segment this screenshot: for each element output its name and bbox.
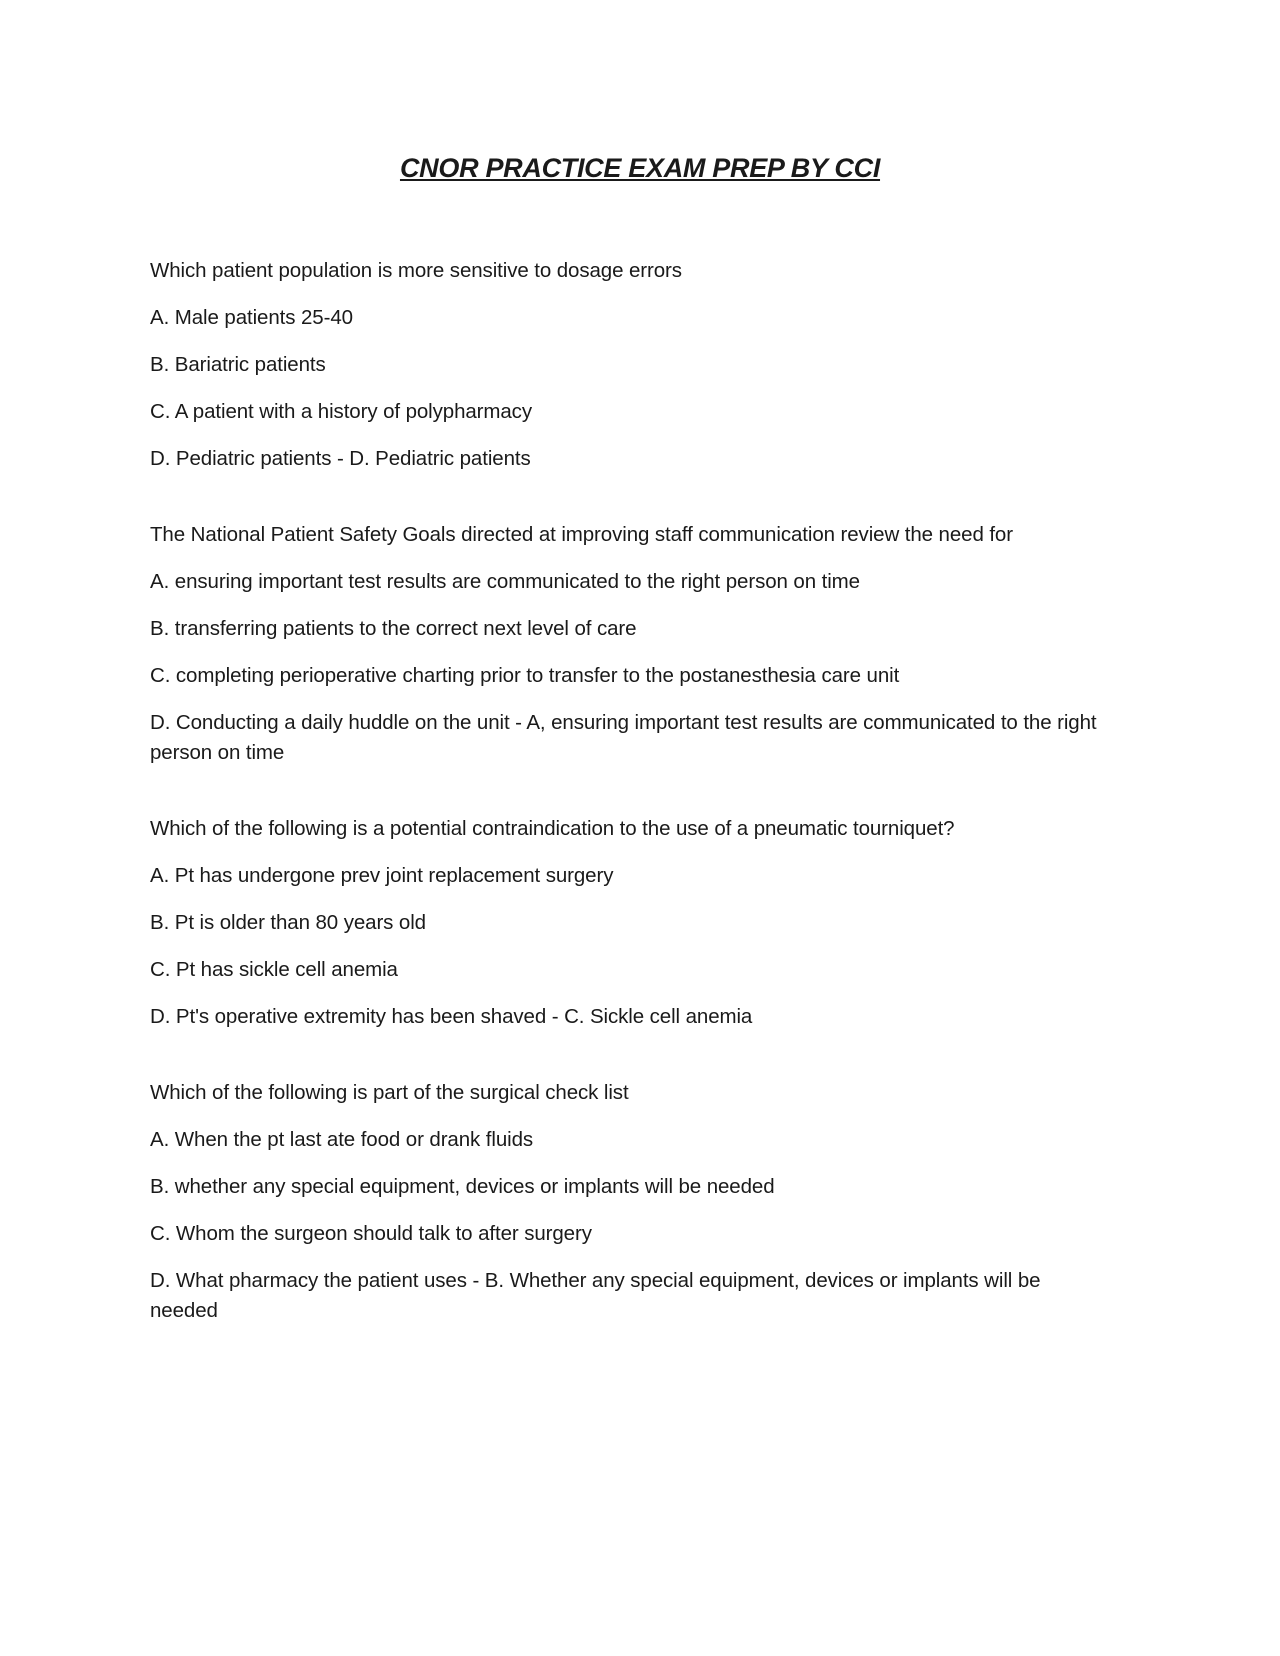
answer-option: B. Pt is older than 80 years old — [150, 911, 426, 934]
answer-option: D. Pt's operative extremity has been shaved - C. Sickle cell anemia — [150, 1005, 753, 1028]
question-3 — [150, 814, 1100, 1032]
answer-option: D. What pharmacy the patient uses - B. Whether any special equipment, devices or implants will be needed — [150, 1269, 1041, 1322]
answer-option: D. Pediatric patients - D. Pediatric patients — [150, 447, 531, 470]
question-prompt: The National Patient Safety Goals directed at improving staff communication review the need for — [150, 523, 1013, 546]
answer-option: C. Pt has sickle cell anemia — [150, 958, 398, 981]
question-prompt: Which of the following is a potential contraindication to the use of a pneumatic tourniquet? — [150, 817, 955, 840]
answer-option: A. Pt has undergone prev joint replacement surgery — [150, 864, 614, 887]
answer-option: C. A patient with a history of polypharmacy — [150, 400, 532, 423]
question-4 — [150, 1078, 1100, 1326]
question-prompt: Which patient population is more sensitive to dosage errors — [150, 259, 682, 282]
answer-option: A. ensuring important test results are communicated to the right person on time — [150, 570, 860, 593]
answer-option: A. When the pt last ate food or drank fluids — [150, 1128, 534, 1151]
answer-option: B. whether any special equipment, devices or implants will be needed — [150, 1175, 775, 1198]
answer-option: C. completing perioperative charting prior to transfer to the postanesthesia care unit — [150, 664, 900, 687]
answer-option: B. Bariatric patients — [150, 353, 326, 376]
question-2 — [150, 520, 1100, 768]
answer-option: B. transferring patients to the correct next level of care — [150, 617, 637, 640]
answer-option: C. Whom the surgeon should talk to after surgery — [150, 1222, 592, 1245]
question-1 — [150, 256, 1100, 474]
answer-option: D. Conducting a daily huddle on the unit - A, ensuring important test results are communicated to the right person on time — [150, 711, 1097, 764]
document-body — [150, 256, 1100, 1372]
question-prompt: Which of the following is part of the surgical check list — [150, 1081, 629, 1104]
document-title: CNOR PRACTICE EXAM PREP BY CCI — [399, 153, 881, 183]
answer-option: A. Male patients 25-40 — [150, 306, 353, 329]
